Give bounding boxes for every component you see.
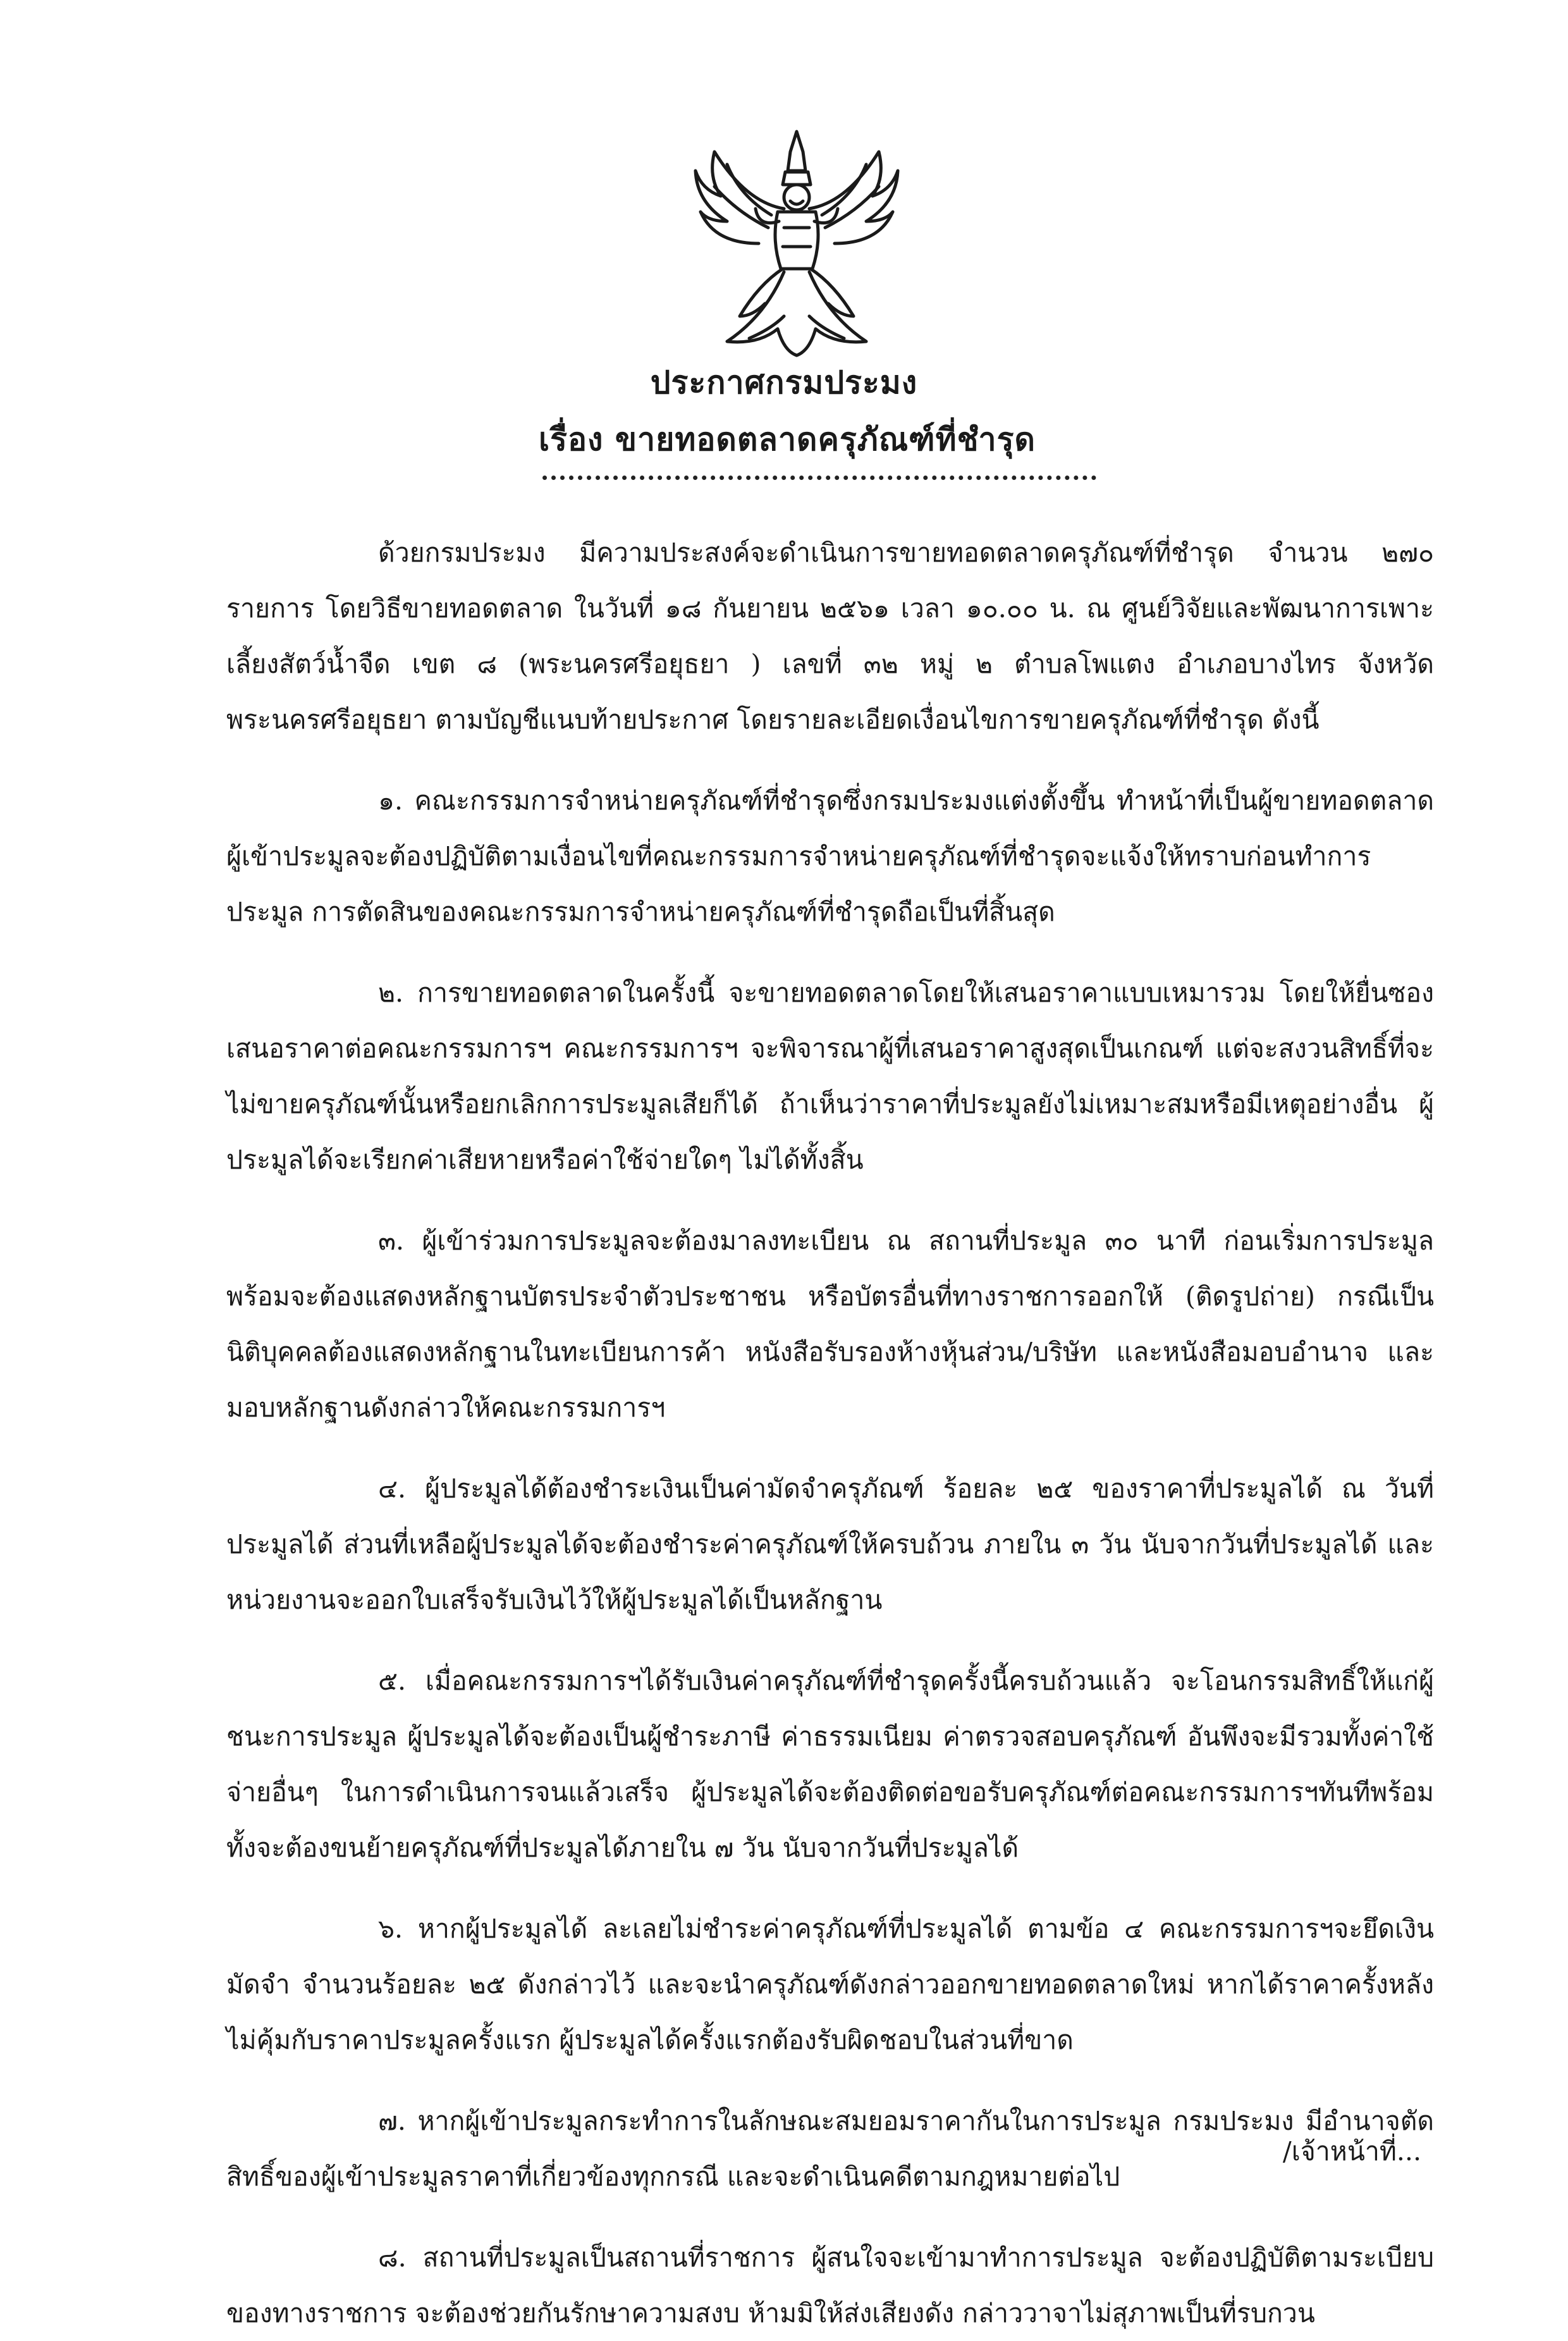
clause-5: ๕. เมื่อคณะกรรมการฯได้รับเงินค่าครุภัณฑ์ที่ชำรุดครั้งนี้ครบถ้วนแล้ว จะโอนกรรมสิทธิ์ให้แก่ผู้ชนะการประมูล ผู้ประมูลได้จะต้องเป็นผู้ชำระภาษี ค่าธรรมเนียม ค่าตรวจสอบครุภัณฑ์ อันพึงจะมีรวมทั้งค่าใช้จ่ายอื่นๆ ในการดำเนินการจนแล้วเสร็จ ผู้ประมูลได้จะต้องติดต่อขอรับครุภัณฑ์ต่อคณะกรรมการฯทันทีพร้อมทั้งจะต้องขนย้ายครุภัณฑ์ที่ประมูลได้ภายใน ๗ วัน นับจากวันที่ประมูลได้: [226, 1666, 1434, 1863]
clause-1: ๑. คณะกรรมการจำหน่ายครุภัณฑ์ที่ชำรุดซึ่งกรมประมงแต่งตั้งขึ้น ทำหน้าที่เป็นผู้ขายทอดตลาด ผู้เข้าประมูลจะต้องปฏิบัติตามเงื่อนไขที่คณะกรรมการจำหน่ายครุภัณฑ์ที่ชำรุดจะแจ้งให้ทราบก่อนทำการประมูล การตัดสินของคณะกรรมการจำหน่ายครุภัณฑ์ที่ชำรุดถือเป็นที่สิ้นสุด: [226, 785, 1434, 927]
announcement-header: [0, 354, 1568, 468]
announcement-subject: เรื่อง ขายทอดตลาดครุภัณฑ์ที่ชำรุด: [539, 421, 1036, 458]
clause-8: ๘. สถานที่ประมูลเป็นสถานที่ราชการ ผู้สนใจจะเข้ามาทำการประมูล จะต้องปฏิบัติตามระเบียบของทางราชการ จะต้องช่วยกันรักษาความสงบ ห้ามมิให้ส่งเสียงดัง กล่าววาจาไม่สุภาพเป็นที่รบกวน: [226, 2242, 1434, 2328]
clause-6: ๖. หากผู้ประมูลได้ ละเลยไม่ชำระค่าครุภัณฑ์ที่ประมูลได้ ตามข้อ ๔ คณะกรรมการฯจะยึดเงินมัดจำ จำนวนร้อยละ ๒๕ ดังกล่าวไว้ และจะนำครุภัณฑ์ดังกล่าวออกขายทอดตลาดใหม่ หากได้ราคาครั้งหลังไม่คุ้มกับราคาประมูลครั้งแรก ผู้ประมูลได้ครั้งแรกต้องรับผิดชอบในส่วนที่ขาด: [226, 1914, 1434, 2055]
clause-7: ๗. หากผู้เข้าประมูลกระทำการในลักษณะสมยอมราคากันในการประมูล กรมประมง มีอำนาจตัดสิทธิ์ของผู้เข้าประมูลราคาที่เกี่ยวข้องทุกกรณี และจะดำเนินคดีตามกฎหมายต่อไป: [226, 2106, 1434, 2192]
continued-marker: /เจ้าหน้าที่...: [1282, 2136, 1421, 2166]
clause-3: ๓. ผู้เข้าร่วมการประมูลจะต้องมาลงทะเบียน ณ สถานที่ประมูล ๓๐ นาที ก่อนเริ่มการประมูล พร้อมจะต้องแสดงหลักฐานบัตรประจำตัวประชาชน หรือบัตรอื่นที่ทางราชการออกให้ (ติดรูปถ่าย) กรณีเป็นนิติบุคคลต้องแสดงหลักฐานในทะเบียนการค้า หนังสือรับรองห้างหุ้นส่วน/บริษัท และหนังสือมอบอำนาจ และมอบหลักฐานดังกล่าวให้คณะกรรมการฯ: [226, 1226, 1434, 1423]
intro-paragraph: ด้วยกรมประมง มีความประสงค์จะดำเนินการขายทอดตลาดครุภัณฑ์ที่ชำรุด จำนวน ๒๗๐ รายการ โดยวิธีขายทอดตลาด ในวันที่ ๑๘ กันยายน ๒๕๖๑ เวลา ๑๐.๐๐ น. ณ ศูนย์วิจัยและพัฒนาการเพาะเลี้ยงสัตว์น้ำจืด เขต ๘ (พระนครศรีอยุธยา ) เลขที่ ๓๒ หมู่ ๒ ตำบลโพแตง อำเภอบางไทร จังหวัดพระนครศรีอยุธยา ตามบัญชีแนบท้ายประกาศ โดยรายละเอียดเงื่อนไขการขายครุภัณฑ์ที่ชำรุด ดังนี้: [226, 538, 1434, 735]
announcement-title: ประกาศกรมประมง: [650, 364, 918, 401]
announcement-body: [226, 525, 1434, 2341]
garuda-emblem-icon: [689, 126, 904, 360]
dotted-divider: [542, 476, 1096, 480]
clause-2: ๒. การขายทอดตลาดในครั้งนี้ จะขายทอดตลาดโดยให้เสนอราคาแบบเหมารวม โดยให้ยื่นซองเสนอราคาต่อคณะกรรมการฯ คณะกรรมการฯ จะพิจารณาผู้ที่เสนอราคาสูงสุดเป็นเกณฑ์ แต่จะสงวนสิทธิ์ที่จะไม่ขายครุภัณฑ์นั้นหรือยกเลิกการประมูลเสียก็ได้ ถ้าเห็นว่าราคาที่ประมูลยังไม่เหมาะสมหรือมีเหตุอย่างอื่น ผู้ประมูลได้จะเรียกค่าเสียหายหรือค่าใช้จ่ายใดๆ ไม่ได้ทั้งสิ้น: [226, 978, 1434, 1175]
clause-4: ๔. ผู้ประมูลได้ต้องชำระเงินเป็นค่ามัดจำครุภัณฑ์ ร้อยละ ๒๕ ของราคาที่ประมูลได้ ณ วันที่ประมูลได้ ส่วนที่เหลือผู้ประมูลได้จะต้องชำระค่าครุภัณฑ์ให้ครบถ้วน ภายใน ๓ วัน นับจากวันที่ประมูลได้ และหน่วยงานจะออกใบเสร็จรับเงินไว้ให้ผู้ประมูลได้เป็นหลักฐาน: [226, 1473, 1434, 1615]
